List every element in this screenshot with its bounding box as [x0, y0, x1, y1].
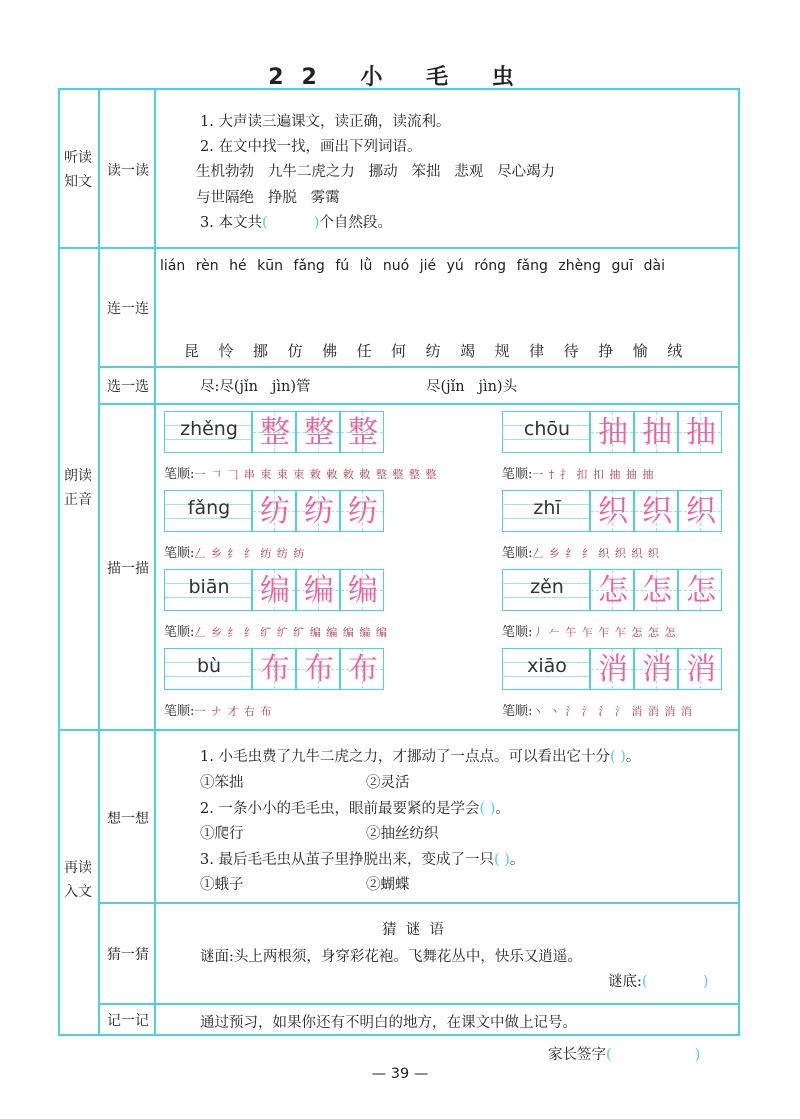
tian-grid-cell[interactable] [634, 411, 678, 453]
tian-grid-cell[interactable] [634, 569, 678, 611]
q2-option-a[interactable]: ①爬行 [200, 826, 244, 842]
tian-grid-cell[interactable] [678, 569, 722, 611]
trace-character: 织 [686, 494, 716, 529]
char-item[interactable]: 愉 [632, 342, 648, 360]
section-label-reread: 再读 入文 [64, 860, 92, 900]
trace-character: 抽 [598, 415, 628, 450]
pinyin-item[interactable]: rèn [195, 258, 219, 274]
pinyin-cell [502, 648, 590, 690]
pinyin-item[interactable]: zhèng [558, 258, 601, 274]
vocab-line-2: 与世隔绝 挣脱 雾霭 [196, 190, 340, 206]
question-2: 2. 一条小小的毛毛虫，眼前最要紧的是学会( )。 [200, 801, 510, 817]
pinyin-cell [164, 411, 252, 453]
trace-character: 纺 [348, 494, 378, 529]
char-item[interactable]: 挪 [253, 342, 269, 360]
stroke-order-label: 笔顺: [164, 546, 195, 561]
trace-character: 消 [686, 652, 716, 687]
note-text: 通过预习，如果你还有不明白的地方，在课文中做上记号。 [200, 1015, 577, 1031]
read-instruction-1: 1. 大声读三遍课文，读正确，读流利。 [200, 114, 451, 130]
tian-grid-cell[interactable] [678, 648, 722, 690]
stroke-order [502, 700, 693, 719]
stroke-order-sequence: 一 𠃍 𠃌 串 束 束 束 敕 敕 敕 敕 整 整 整 整 [194, 468, 438, 481]
q1-option-a[interactable]: ①笨拙 [200, 775, 244, 791]
trace-character: 织 [642, 494, 672, 529]
stroke-order-sequence: 𠃋 乡 纟 纟 织 织 织 织 [532, 547, 660, 560]
char-item[interactable]: 待 [563, 342, 579, 360]
answer-blank[interactable]: ( ) [609, 749, 626, 765]
read-instruction-2: 2. 在文中找一找，画出下列词语。 [200, 139, 422, 155]
trace-box[interactable] [164, 490, 388, 532]
trace-character: 抽 [686, 415, 716, 450]
pinyin-cell [502, 411, 590, 453]
pinyin-cell [502, 490, 590, 532]
sub-label-guess: 猜一猜 [107, 947, 149, 963]
stroke-order-sequence: 丿 𠂉 午 乍 乍 乍 怎 怎 怎 [532, 626, 677, 639]
pinyin-item[interactable]: hé [229, 258, 247, 274]
tian-grid-cell[interactable] [252, 411, 296, 453]
pinyin-cell [164, 569, 252, 611]
char-item[interactable]: 纺 [425, 342, 441, 360]
signature-blank[interactable]: ( ) [606, 1047, 701, 1063]
parent-signature: 家长签字( ) [548, 1047, 701, 1063]
char-item[interactable]: 挣 [598, 342, 614, 360]
page-number: — 39 — [371, 1066, 429, 1082]
stroke-order-sequence: 丶 丶 氵 氵 氵 氵 消 消 消 消 [532, 705, 693, 718]
sub-label-read: 读一读 [107, 163, 149, 179]
stroke-order-sequence: 𠃋 乡 纟 纟 纩 纩 纩 编 编 编 编 编 [194, 626, 388, 639]
sub-label-note: 记一记 [107, 1013, 149, 1029]
section-label-listen: 听读 知文 [64, 150, 92, 190]
q3-option-b[interactable]: ②蝴蝶 [366, 877, 410, 893]
riddle-answer: 谜底:( ) [608, 974, 709, 990]
char-item[interactable]: 规 [494, 342, 510, 360]
trace-character: 整 [348, 415, 378, 450]
pinyin-cell [164, 490, 252, 532]
sub-label-think: 想一想 [107, 811, 149, 827]
page-title: 22 小 毛 虫 [268, 65, 532, 90]
trace-character: 纺 [260, 494, 290, 529]
char-item[interactable]: 昆 [184, 342, 200, 360]
tian-grid-cell[interactable] [296, 569, 340, 611]
tian-grid-cell[interactable] [634, 648, 678, 690]
pinyin-item[interactable]: nuó [382, 258, 410, 274]
pinyin-item[interactable]: fú [335, 258, 350, 274]
stroke-order [502, 463, 654, 482]
q3-option-a[interactable]: ①蛾子 [200, 877, 244, 893]
paragraph-count-question: 3. 本文共( )个自然段。 [200, 215, 392, 231]
trace-character: 整 [260, 415, 290, 450]
stroke-order [502, 621, 676, 640]
trace-box[interactable] [502, 569, 726, 611]
pinyin-text: xiāo [527, 655, 567, 677]
char-item[interactable]: 绒 [667, 342, 683, 360]
stroke-order-sequence: 一 ナ 才 右 布 [194, 705, 273, 718]
pinyin-text: zhī [533, 497, 561, 519]
trace-box[interactable] [502, 490, 726, 532]
trace-character: 布 [348, 652, 378, 687]
sub-label-choose: 选一选 [107, 379, 149, 395]
stroke-order [164, 700, 272, 719]
character-row [184, 340, 702, 361]
trace-character: 抽 [642, 415, 672, 450]
pinyin-item[interactable]: kūn [257, 258, 284, 274]
trace-character: 消 [642, 652, 672, 687]
tian-grid-cell[interactable] [590, 411, 634, 453]
pinyin-row [160, 258, 675, 274]
trace-character: 编 [260, 573, 290, 608]
trace-character: 布 [304, 652, 334, 687]
stroke-order-sequence: 一 † 扌 扣 扣 抽 抽 抽 [532, 468, 655, 481]
tian-grid-cell[interactable] [340, 569, 384, 611]
tian-grid-cell[interactable] [296, 490, 340, 532]
vocab-line-1: 生机勃勃 九牛二虎之力 挪动 笨拙 悲观 尽心竭力 [196, 164, 556, 180]
stroke-order-label: 笔顺: [164, 704, 195, 719]
pinyin-item[interactable]: fǎng [516, 258, 548, 274]
pinyin-item[interactable]: dài [643, 258, 665, 274]
tian-grid-cell[interactable] [678, 411, 722, 453]
trace-character: 布 [260, 652, 290, 687]
pinyin-item[interactable]: fǎng [293, 258, 325, 274]
pinyin-item[interactable]: yú [446, 258, 464, 274]
pinyin-text: bù [196, 655, 222, 677]
tian-grid-cell[interactable] [252, 569, 296, 611]
tian-grid-cell[interactable] [252, 648, 296, 690]
trace-character: 织 [598, 494, 628, 529]
answer-blank[interactable]: ( ) [261, 215, 320, 231]
pinyin-text: biān [188, 576, 230, 598]
stroke-order [164, 542, 305, 561]
question-1: 1. 小毛虫费了九牛二虎之力，才挪动了一点点。可以看出它十分( )。 [200, 749, 641, 765]
pinyin-item[interactable]: lián [160, 258, 186, 274]
choose-option-b[interactable]: 尽(jǐn jìn)头 [426, 379, 518, 395]
riddle-text: 谜面:头上两根须，身穿彩花袍。飞舞花丛中，快乐又逍遥。 [200, 949, 582, 965]
stroke-order-sequence: 𠃋 乡 纟 纟 纺 纺 纺 [194, 547, 306, 560]
char-item[interactable]: 竭 [460, 342, 476, 360]
tian-grid-cell[interactable] [590, 569, 634, 611]
tian-grid-cell[interactable] [252, 490, 296, 532]
tian-grid-cell[interactable] [340, 411, 384, 453]
pinyin-text: chōu [523, 418, 571, 440]
pinyin-item[interactable]: lǜ [359, 258, 373, 274]
trace-box[interactable] [164, 648, 388, 690]
pinyin-text: zhěng [180, 418, 238, 440]
trace-box[interactable] [502, 648, 726, 690]
pinyin-text: zěn [530, 576, 564, 598]
trace-character: 编 [348, 573, 378, 608]
char-item[interactable]: 仿 [287, 342, 303, 360]
tian-grid-cell[interactable] [678, 490, 722, 532]
answer-blank[interactable]: ( ) [493, 852, 510, 868]
answer-blank[interactable]: ( ) [479, 801, 496, 817]
tian-grid-cell[interactable] [590, 648, 634, 690]
stroke-order-label: 笔顺: [502, 704, 533, 719]
stroke-order-label: 笔顺: [164, 625, 195, 640]
tian-grid-cell[interactable] [340, 490, 384, 532]
stroke-order-label: 笔顺: [502, 546, 533, 561]
trace-character: 编 [304, 573, 334, 608]
pinyin-item[interactable]: jié [419, 258, 437, 274]
stroke-order-label: 笔顺: [164, 467, 195, 482]
stroke-order-label: 笔顺: [502, 625, 533, 640]
answer-blank[interactable]: ( ) [641, 974, 709, 990]
trace-character: 消 [598, 652, 628, 687]
trace-character: 怎 [686, 573, 716, 608]
trace-box[interactable] [502, 411, 726, 453]
pinyin-cell [502, 569, 590, 611]
pinyin-cell [164, 648, 252, 690]
tian-grid-cell[interactable] [340, 648, 384, 690]
trace-character: 怎 [598, 573, 628, 608]
section-label-read-aloud: 朗读 正音 [64, 468, 92, 508]
stroke-order [164, 621, 388, 640]
char-item[interactable]: 任 [356, 342, 372, 360]
trace-character: 纺 [304, 494, 334, 529]
stroke-order [502, 542, 660, 561]
q1-option-b[interactable]: ②灵活 [366, 775, 410, 791]
q2-option-b[interactable]: ②抽丝纺织 [366, 826, 439, 842]
pinyin-text: fǎng [187, 497, 231, 519]
pinyin-item[interactable]: róng [474, 258, 507, 274]
trace-character: 怎 [642, 573, 672, 608]
tian-grid-cell[interactable] [634, 490, 678, 532]
tian-grid-cell[interactable] [590, 490, 634, 532]
trace-box[interactable] [164, 411, 388, 453]
char-item[interactable]: 怜 [218, 342, 234, 360]
stroke-order-label: 笔顺: [502, 467, 533, 482]
sub-label-link: 连一连 [107, 301, 149, 317]
tian-grid-cell[interactable] [296, 648, 340, 690]
char-item[interactable]: 律 [529, 342, 545, 360]
stroke-order [164, 463, 437, 482]
riddle-heading: 猜 谜 语 [382, 922, 444, 938]
sub-label-trace: 描一描 [107, 561, 149, 577]
choose-option-a[interactable]: 尽:尽(jǐn jìn)管 [200, 379, 311, 395]
trace-character: 整 [304, 415, 334, 450]
question-3: 3. 最后毛毛虫从茧子里挣脱出来，变成了一只( )。 [200, 852, 525, 868]
char-item[interactable]: 何 [391, 342, 407, 360]
tian-grid-cell[interactable] [296, 411, 340, 453]
pinyin-item[interactable]: guī [611, 258, 634, 274]
trace-box[interactable] [164, 569, 388, 611]
char-item[interactable]: 佛 [322, 342, 338, 360]
